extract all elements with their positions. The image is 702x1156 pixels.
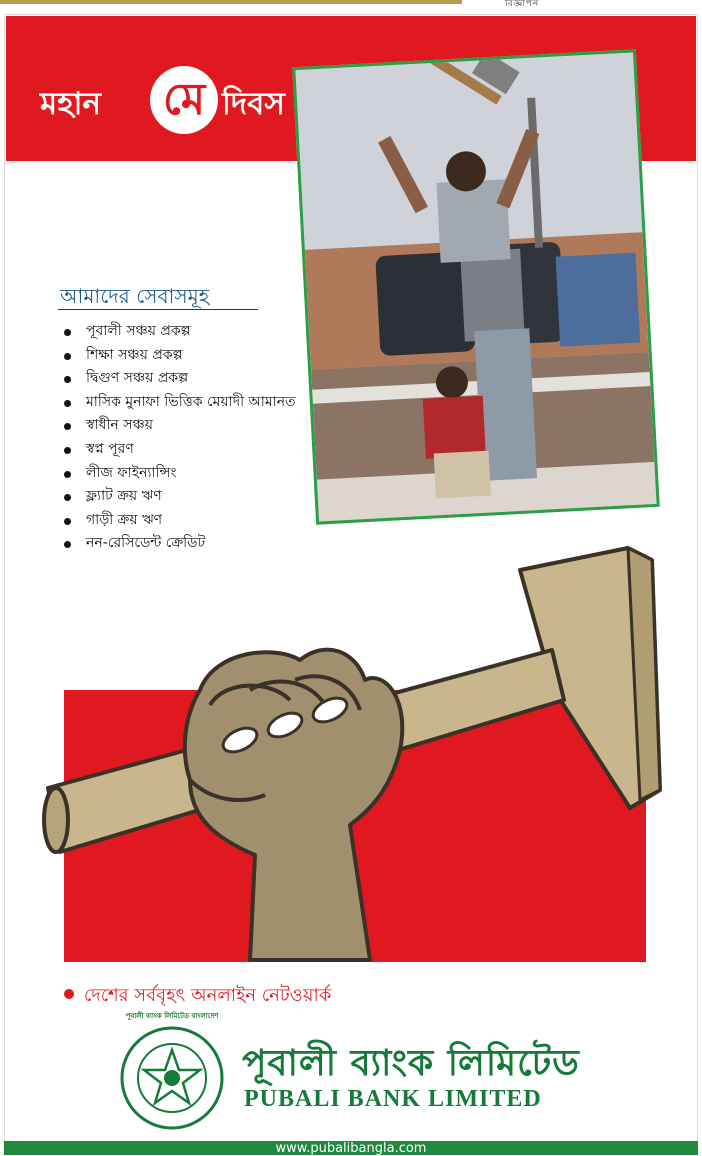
title-word-mohan: মহান — [40, 86, 101, 122]
network-bullet — [64, 989, 74, 999]
hand-hammer-icon — [40, 540, 680, 1000]
bank-emblem-label: পূবালী ব্যাংক লিমিটেড বাংলাদেশ — [125, 1012, 219, 1020]
service-item: গাড়ী ক্রয় ঋণ — [64, 509, 296, 533]
bank-name-english: PUBALI BANK LIMITED — [244, 1086, 542, 1112]
workers-photo-illustration — [295, 52, 656, 521]
service-item: স্বাধীন সঞ্চয় — [64, 414, 296, 438]
bank-name-bangla: পূবালী ব্যাংক লিমিটেড — [242, 1043, 580, 1084]
title-word-dibos: দিবস — [222, 86, 285, 122]
footer-url-link[interactable]: www.pubalibangla.com — [275, 1141, 427, 1156]
services-heading-underline — [58, 309, 258, 310]
workers-photo — [292, 49, 659, 524]
service-item: মাসিক মুনাফা ভিত্তিক মেয়াদী আমানত — [64, 391, 296, 415]
top-decor-bar — [0, 0, 462, 4]
service-item: পূবালী সঞ্চয় প্রকল্প — [64, 320, 296, 344]
bank-emblem-icon — [110, 1023, 234, 1133]
service-item: নন-রেসিডেন্ট ক্রেডিট — [64, 532, 296, 556]
title-logo-may: মে — [162, 74, 206, 125]
service-item: ফ্ল্যাট ক্রয় ঋণ — [64, 485, 296, 509]
service-item: লীজ ফাইন্যান্সিং — [64, 462, 296, 486]
services-heading: আমাদের সেবাসমূহ — [60, 284, 210, 308]
service-item: শিক্ষা সঞ্চয় প্রকল্প — [64, 344, 296, 368]
ad-corner-label: বিজ্ঞাপন — [505, 0, 540, 9]
network-tagline: দেশের সর্ববৃহৎ অনলাইন নেটওয়ার্ক — [84, 985, 332, 1006]
service-item: দ্বিগুণ সঞ্চয় প্রকল্প — [64, 367, 296, 391]
services-list — [64, 320, 296, 556]
service-item: স্বপ্ন পূরণ — [64, 438, 296, 462]
